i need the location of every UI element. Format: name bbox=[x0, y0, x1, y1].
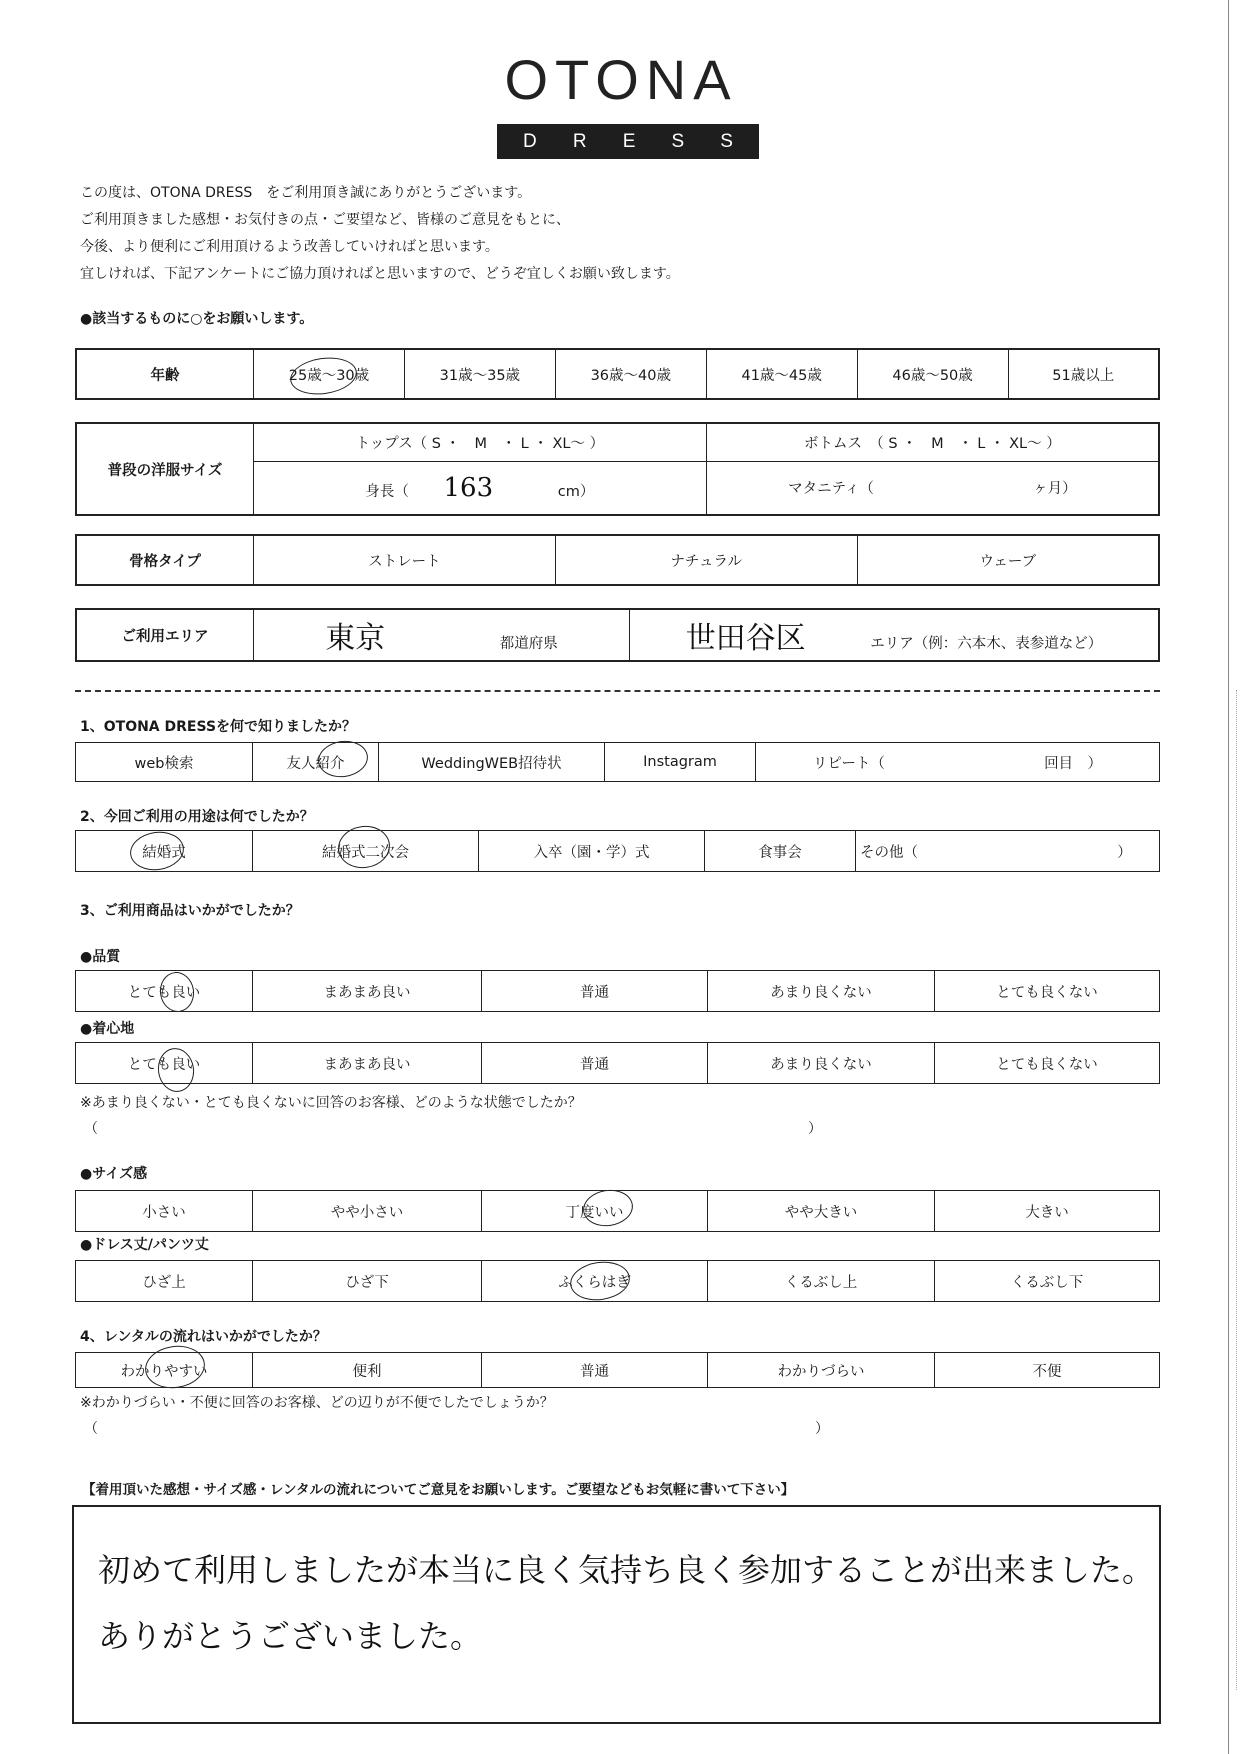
q4-option[interactable]: 不便 bbox=[935, 1353, 1160, 1388]
quality-option[interactable]: あまり良くない bbox=[708, 971, 935, 1012]
q4-title: 4、レンタルの流れはいかがでしたか？ bbox=[80, 1329, 327, 1345]
body-type-option[interactable]: ナチュラル bbox=[555, 535, 857, 585]
quality-label: ●品質 bbox=[80, 949, 121, 965]
comfort-option[interactable]: まあまあ良い bbox=[253, 1043, 482, 1084]
tops-size[interactable]: トップス（ S ・ M ・ L ・ XL～ ） bbox=[254, 423, 707, 461]
maternity-label: マタニティ（ bbox=[788, 481, 874, 498]
q3-title: 3、ご利用商品はいかがでしたか？ bbox=[80, 903, 300, 919]
other-close: ） bbox=[1117, 844, 1132, 861]
height-label: 身長（ bbox=[365, 483, 409, 500]
q4-option[interactable]: 便利 bbox=[253, 1353, 482, 1388]
instruction: ●該当するものに○をお願いします。 bbox=[80, 311, 314, 327]
fit-option[interactable]: 丁度いい bbox=[482, 1191, 708, 1232]
q4-option[interactable]: わかりやすい bbox=[76, 1353, 253, 1388]
q1-option[interactable]: WeddingWEB招待状 bbox=[379, 743, 605, 782]
q1-repeat[interactable] bbox=[756, 743, 1160, 782]
q1-title: 1、OTONA DRESSを何で知りましたか？ bbox=[80, 719, 357, 735]
logo-letter: D bbox=[523, 130, 537, 152]
quality-table bbox=[75, 970, 1160, 1012]
page-edge-line bbox=[1228, 0, 1229, 1754]
comments-box[interactable] bbox=[72, 1505, 1161, 1724]
age-option[interactable]: 51歳以上 bbox=[1008, 349, 1159, 399]
q4-table bbox=[75, 1352, 1160, 1388]
fit-option[interactable]: 小さい bbox=[76, 1191, 253, 1232]
comfort-table bbox=[75, 1042, 1160, 1084]
area-label: ご利用エリア bbox=[76, 609, 254, 661]
q2-option[interactable]: 入卒（園・学）式 bbox=[479, 831, 705, 872]
logo-letter: R bbox=[572, 130, 587, 152]
paren-close: ） bbox=[815, 1421, 829, 1437]
logo-letter: S bbox=[671, 130, 685, 152]
prefecture-field[interactable] bbox=[254, 609, 630, 661]
age-option[interactable]: 31歳～35歳 bbox=[404, 349, 555, 399]
prefecture-value: 東京 bbox=[325, 621, 386, 656]
q2-other[interactable] bbox=[856, 831, 1160, 872]
age-option[interactable]: 25歳～30歳 bbox=[254, 349, 405, 399]
comfort-option[interactable]: 普通 bbox=[482, 1043, 708, 1084]
comfort-label: ●着心地 bbox=[80, 1021, 135, 1037]
prefecture-suffix: 都道府県 bbox=[499, 636, 558, 652]
q2-option[interactable]: 食事会 bbox=[705, 831, 856, 872]
maternity-field[interactable] bbox=[706, 461, 1159, 515]
repeat-label: リピート（ bbox=[812, 755, 885, 772]
body-type-option[interactable]: ウェーブ bbox=[857, 535, 1159, 585]
city-field[interactable] bbox=[630, 609, 1160, 661]
area-table bbox=[75, 608, 1160, 662]
length-option[interactable]: くるぶし下 bbox=[935, 1261, 1160, 1302]
q3-followup: ※あまり良くない・とても良くないに回答のお客様、どのような状態でしたか？ bbox=[80, 1095, 582, 1111]
fit-option[interactable]: やや小さい bbox=[253, 1191, 482, 1232]
comfort-option[interactable]: とても良くない bbox=[935, 1043, 1160, 1084]
q4-option[interactable]: わかりづらい bbox=[708, 1353, 935, 1388]
length-option[interactable]: ふくらはぎ bbox=[482, 1261, 708, 1302]
q1-table bbox=[75, 742, 1160, 782]
q2-table bbox=[75, 830, 1160, 872]
age-option[interactable]: 41歳～45歳 bbox=[706, 349, 857, 399]
brand-logo-sub bbox=[497, 124, 759, 159]
q4-option[interactable]: 普通 bbox=[482, 1353, 708, 1388]
comment-line: 初めて利用しましたが本当に良く気持ち良く参加することが出来ました。 bbox=[98, 1551, 1155, 1589]
intro-line: ご利用頂きました感想・お気付きの点・ご要望など、皆様のご意見をもとに、 bbox=[80, 212, 570, 228]
intro-line: 今後、より便利にご利用頂けるよう改善していければと思います。 bbox=[80, 239, 499, 255]
other-label: その他（ bbox=[860, 844, 918, 861]
paren-close: ） bbox=[808, 1121, 822, 1137]
brand-logo: OTONA bbox=[504, 48, 738, 111]
fit-label: ●サイズ感 bbox=[80, 1166, 148, 1182]
body-type-label: 骨格タイプ bbox=[76, 535, 254, 585]
logo-letter: E bbox=[622, 130, 636, 152]
logo-letter: S bbox=[720, 130, 733, 152]
q1-option[interactable]: 友人紹介 bbox=[253, 743, 379, 782]
intro-line: 宜しければ、下記アンケートにご協力頂ければと思いますので、どうぞ宜しくお願い致します。 bbox=[80, 266, 680, 282]
size-table bbox=[75, 422, 1160, 516]
length-option[interactable]: くるぶし上 bbox=[708, 1261, 935, 1302]
paren-open: （ bbox=[84, 1421, 98, 1437]
age-option[interactable]: 36歳～40歳 bbox=[555, 349, 706, 399]
q2-option[interactable]: 結婚式二次会 bbox=[253, 831, 479, 872]
quality-option[interactable]: とても良い bbox=[76, 971, 253, 1012]
city-value: 世田谷区 bbox=[685, 621, 806, 656]
height-value: 163 bbox=[443, 472, 494, 503]
height-field[interactable] bbox=[254, 461, 707, 515]
comments-title: 【着用頂いた感想・サイズ感・レンタルの流れについてご意見をお願いします。ご要望などもお気軽に書いて下さい】 bbox=[82, 1482, 795, 1498]
quality-option[interactable]: とても良くない bbox=[935, 971, 1160, 1012]
length-label: ●ドレス丈/パンツ丈 bbox=[80, 1237, 209, 1253]
bottoms-size[interactable]: ボトムス （ S ・ M ・ L ・ XL～ ） bbox=[706, 423, 1159, 461]
page-edge-dots bbox=[1236, 690, 1237, 1690]
fit-option[interactable]: 大きい bbox=[935, 1191, 1160, 1232]
quality-option[interactable]: まあまあ良い bbox=[253, 971, 482, 1012]
paren-open: （ bbox=[84, 1121, 98, 1137]
comfort-option[interactable]: あまり良くない bbox=[708, 1043, 935, 1084]
intro-text bbox=[80, 180, 680, 288]
height-unit: cm） bbox=[557, 483, 595, 500]
intro-line: この度は、OTONA DRESS をご利用頂き誠にありがとうございます。 bbox=[80, 185, 532, 201]
q1-option[interactable]: Instagram bbox=[605, 743, 756, 782]
age-option[interactable]: 46歳～50歳 bbox=[857, 349, 1008, 399]
fit-option[interactable]: やや大きい bbox=[708, 1191, 935, 1232]
size-label: 普段の洋服サイズ bbox=[76, 423, 254, 515]
age-table bbox=[75, 348, 1160, 400]
q1-option[interactable]: web検索 bbox=[76, 743, 253, 782]
repeat-suffix: 回目 ） bbox=[1044, 755, 1103, 772]
comment-line: ありがとうございました。 bbox=[98, 1617, 483, 1655]
comfort-option[interactable]: とても良い bbox=[76, 1043, 253, 1084]
body-type-option[interactable]: ストレート bbox=[254, 535, 556, 585]
length-option[interactable]: ひざ上 bbox=[76, 1261, 253, 1302]
q2-title: 2、今回ご利用の用途は何でしたか？ bbox=[80, 809, 314, 825]
body-type-table bbox=[75, 534, 1160, 586]
age-label: 年齢 bbox=[76, 349, 254, 399]
q2-option[interactable]: 結婚式 bbox=[76, 831, 253, 872]
section-divider bbox=[75, 690, 1160, 692]
maternity-unit: ヶ月） bbox=[1033, 481, 1077, 498]
q4-followup: ※わかりづらい・不便に回答のお客様、どの辺りが不便でしたでしょうか？ bbox=[80, 1395, 554, 1411]
quality-option[interactable]: 普通 bbox=[482, 971, 708, 1012]
length-option[interactable]: ひざ下 bbox=[253, 1261, 482, 1302]
area-hint: エリア（例：六本木、表参道など） bbox=[870, 636, 1103, 652]
